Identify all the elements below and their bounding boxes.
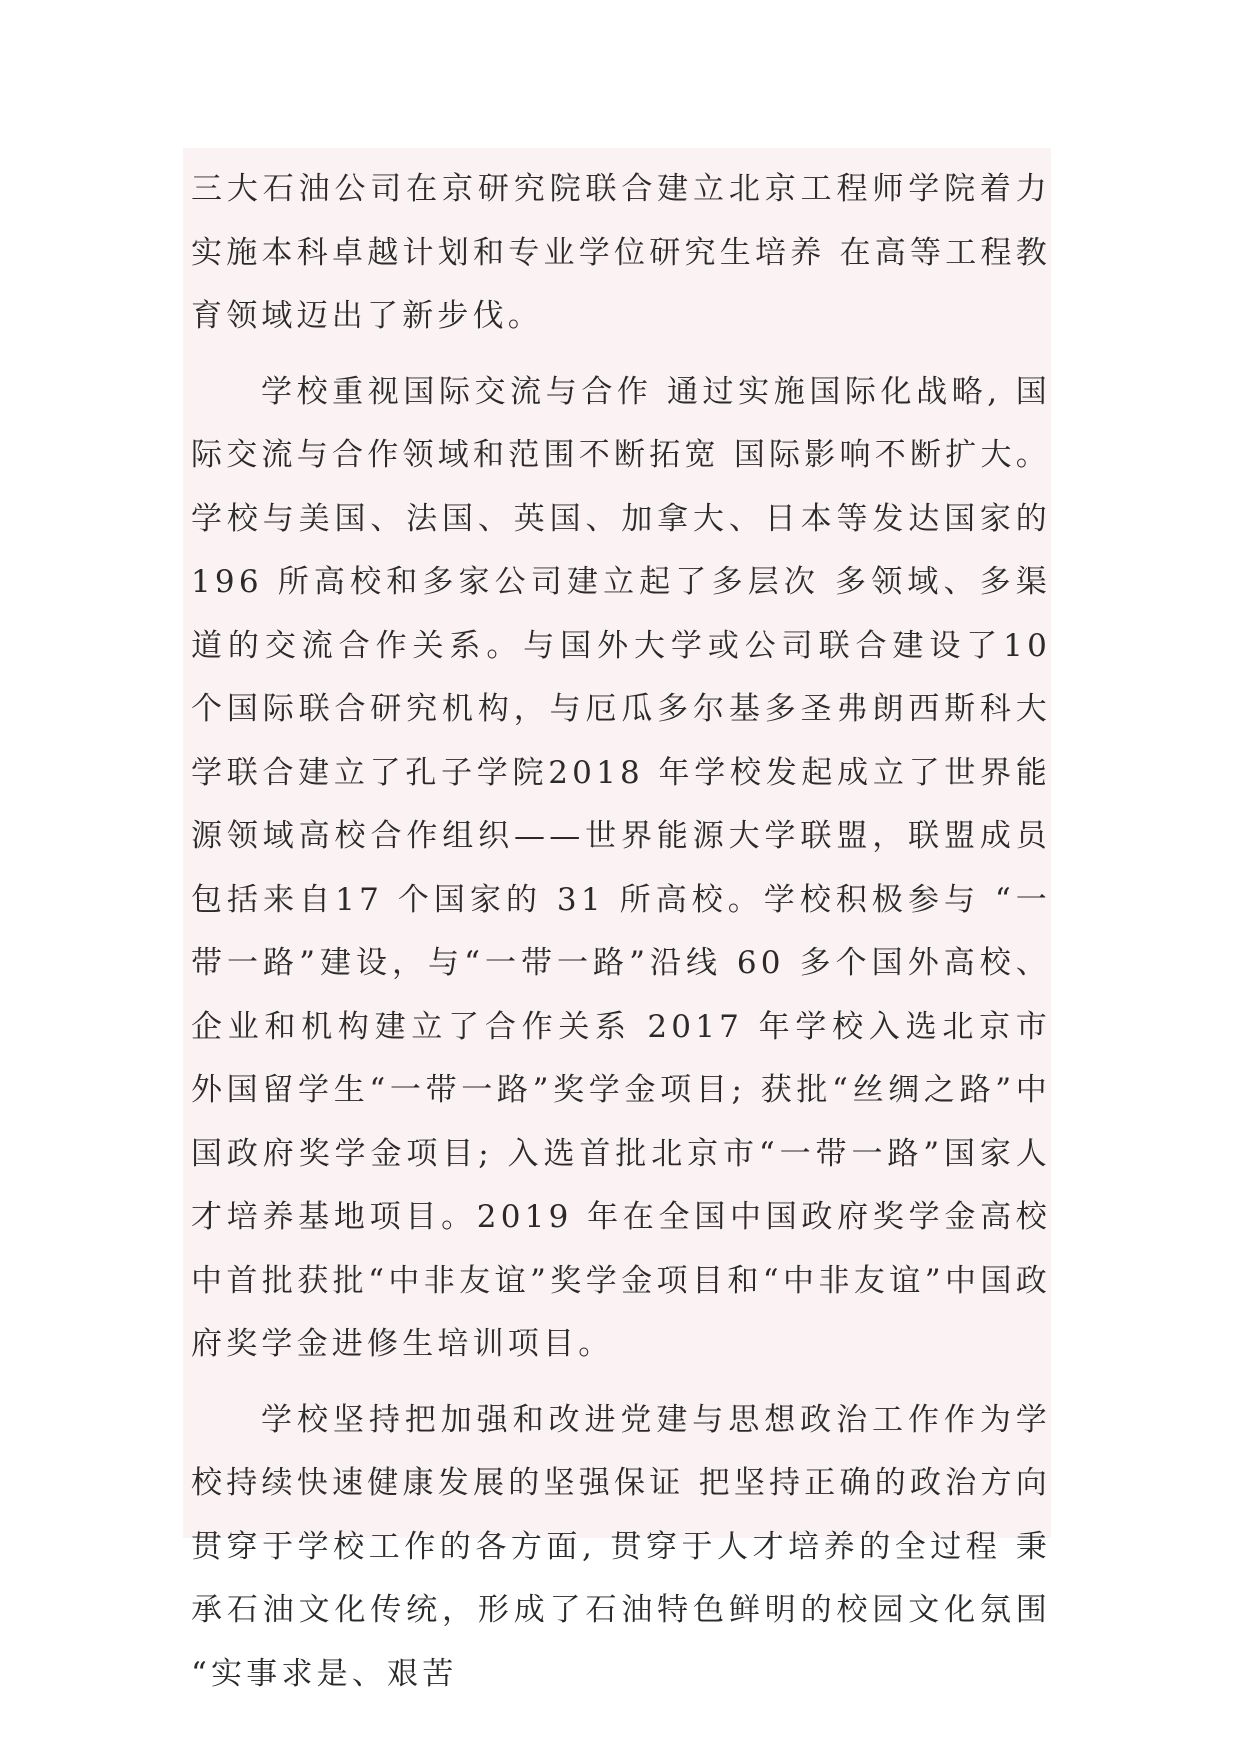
document-body bbox=[183, 148, 1051, 1692]
paragraph-party-building: 学校坚持把加强和改进党建与思想政治工作作为学校持续快速健康发展的坚强保证 把坚持正确的政治方向贯穿于学校工作的各方面, 贯穿于人才培养的全过程 秉承石油文化传统，形成了石油特色鲜明的校园文化氛围 “实事求是、艰苦 bbox=[191, 1401, 1051, 1692]
paragraph-international-cooperation: 学校重视国际交流与合作 通过实施国际化战略, 国际交流与合作领域和范围不断拓宽 国际影响不断扩大。学校与美国、法国、英国、加拿大、日本等发达国家的196 所高校和多家公司建立起了多层次 多领域、多渠道的交流合作关系。与国外大学或公司联合建设了10 个国际联合研究机构，与厄瓜多尔基多圣弗朗西斯科大学联合建立了孔子学院2018 年学校发起成立了世界能源领域高校合作组织——世界能源大学联盟，联盟成员包括来自17 个国家的 31 所高校。学校积极参与 “一带一路”建设，与“一带一路”沿线 60 多个国外高校、企业和机构建立了合作关系 2017 年学校入选北京市外国留学生“一带一路”奖学金项目; 获批“丝绸之路”中国政府奖学金项目; 入选首批北京市“一带一路”国家人才培养基地项目。2019 年在全国中国政府奖学金高校中首批获批“中非友谊”奖学金项目和“中非友谊”中国政府奖学金进修生培训项目。 bbox=[191, 373, 1051, 1362]
paragraph-engineering-education: 三大石油公司在京研究院联合建立北京工程师学院着力实施本科卓越计划和专业学位研究生培养 在高等工程教育领域迈出了新步伐。 bbox=[191, 171, 1051, 334]
